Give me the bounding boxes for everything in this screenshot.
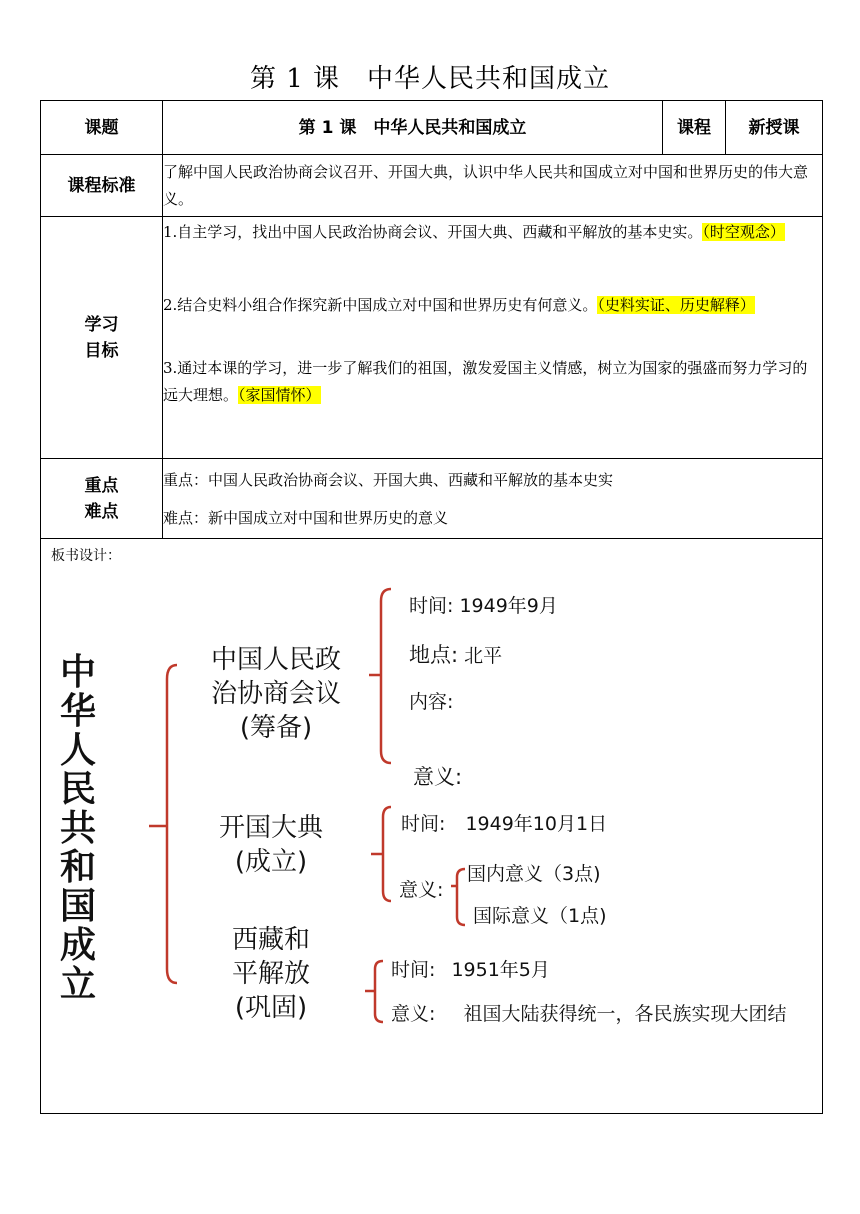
main-bracket bbox=[149, 665, 177, 983]
title-char: 人 bbox=[59, 730, 96, 771]
topic-value: 第 1 课 中华人民共和国成立 bbox=[163, 101, 663, 155]
section1-title-line3: (筹备) bbox=[239, 713, 313, 743]
section3-time-value: 1951年5月 bbox=[451, 959, 550, 981]
section1-place bbox=[409, 639, 502, 669]
difficult-point: 难点：新中国成立对中国和世界历史的意义 bbox=[163, 508, 449, 527]
standard-row bbox=[41, 155, 823, 217]
section1-title bbox=[181, 643, 371, 745]
page-title: 第 1 课 中华人民共和国成立 bbox=[249, 64, 611, 94]
board-design-cell bbox=[41, 539, 823, 1114]
title-char: 和 bbox=[59, 847, 96, 888]
section2-time-label: 时间: bbox=[401, 813, 446, 835]
key-label bbox=[41, 459, 163, 539]
goal-1-tag: （时空观念） bbox=[702, 223, 785, 241]
section3-time-label: 时间: bbox=[391, 959, 436, 981]
title-char: 国 bbox=[59, 886, 96, 927]
section1-meaning: 意义: bbox=[413, 765, 463, 789]
section3-title bbox=[201, 923, 341, 1025]
title-char: 成 bbox=[59, 925, 96, 966]
standard-label: 课程标准 bbox=[41, 155, 163, 217]
topic-label: 课题 bbox=[41, 101, 163, 155]
course-type-label: 课程 bbox=[663, 101, 726, 155]
key-label-line1: 重点 bbox=[84, 475, 119, 496]
goals-text bbox=[163, 217, 823, 459]
section3-title-line3: (巩固) bbox=[234, 993, 308, 1023]
section2-international: 国际意义（1点) bbox=[473, 905, 607, 927]
goal-3-tag: （家国情怀） bbox=[238, 386, 321, 404]
section3-meaning bbox=[391, 999, 786, 1026]
section3-bracket bbox=[365, 961, 383, 1022]
goal-3-text: 3.通过本课的学习，进一步了解我们的祖国，激发爱国主义情感，树立为国家的强盛而努力学习的远大理想。 bbox=[163, 359, 808, 404]
key-row bbox=[41, 459, 823, 539]
section2-time-value: 1949年10月1日 bbox=[465, 813, 608, 835]
title-char: 中 bbox=[59, 652, 96, 693]
standard-text: 了解中国人民政治协商会议召开、开国大典，认识中华人民共和国成立对中国和世界历史的伟大意义。 bbox=[163, 155, 823, 217]
section2-title-line2: (成立) bbox=[234, 847, 308, 877]
course-type-value: 新授课 bbox=[726, 101, 823, 155]
section2-bracket bbox=[371, 807, 391, 901]
title-char: 民 bbox=[59, 769, 96, 810]
goal-3 bbox=[163, 355, 822, 409]
goals-label-line2: 目标 bbox=[84, 340, 119, 361]
section2-meaning-bracket bbox=[451, 869, 465, 925]
goals-label bbox=[41, 217, 163, 459]
key-point: 重点：中国人民政治协商会议、开国大典、西藏和平解放的基本史实 bbox=[163, 470, 614, 489]
section3-meaning-value: 祖国大陆获得统一，各民族实现大团结 bbox=[463, 1003, 787, 1025]
section3-title-line2: 平解放 bbox=[231, 959, 310, 989]
key-label-line2: 难点 bbox=[84, 501, 119, 522]
main-vertical-title bbox=[53, 653, 103, 1004]
board-row bbox=[41, 539, 823, 1114]
goal-1-text: 1.自主学习，找出中国人民政治协商会议、开国大典、西藏和平解放的基本史实。 bbox=[163, 223, 703, 241]
section2-meaning-label: 意义: bbox=[399, 879, 444, 901]
section1-bracket bbox=[369, 589, 391, 763]
title-char: 立 bbox=[59, 964, 96, 1005]
section1-time: 时间: 1949年9月 bbox=[409, 595, 558, 617]
section2-domestic: 国内意义（3点) bbox=[467, 863, 601, 885]
key-text bbox=[163, 459, 823, 539]
section3-meaning-label: 意义: bbox=[391, 1003, 436, 1025]
section2-title-line1: 开国大典 bbox=[218, 813, 323, 843]
lesson-plan-table bbox=[40, 100, 823, 1114]
title-char: 华 bbox=[59, 691, 96, 732]
section3-time bbox=[391, 955, 550, 982]
goals-row bbox=[41, 217, 823, 459]
goal-2-tag: （史料实证、历史解释） bbox=[597, 296, 755, 314]
goal-2 bbox=[163, 292, 822, 319]
goal-1 bbox=[163, 219, 822, 246]
board-label: 板书设计： bbox=[51, 548, 121, 564]
goals-label-line1: 学习 bbox=[84, 314, 119, 335]
section1-content: 内容: bbox=[409, 691, 454, 713]
topic-row bbox=[41, 101, 823, 155]
section1-title-line1: 中国人民政 bbox=[210, 645, 341, 675]
section1-place-label: 地点: bbox=[409, 643, 459, 667]
goal-2-text: 2.结合史料小组合作探究新中国成立对中国和世界历史有何意义。 bbox=[163, 296, 598, 314]
section2-title bbox=[191, 811, 351, 879]
section3-title-line1: 西藏和 bbox=[231, 925, 310, 955]
section1-title-line2: 治协商会议 bbox=[210, 679, 341, 709]
section1-place-value: 北平 bbox=[464, 645, 503, 667]
section2-time bbox=[401, 809, 607, 836]
title-char: 共 bbox=[59, 808, 96, 849]
